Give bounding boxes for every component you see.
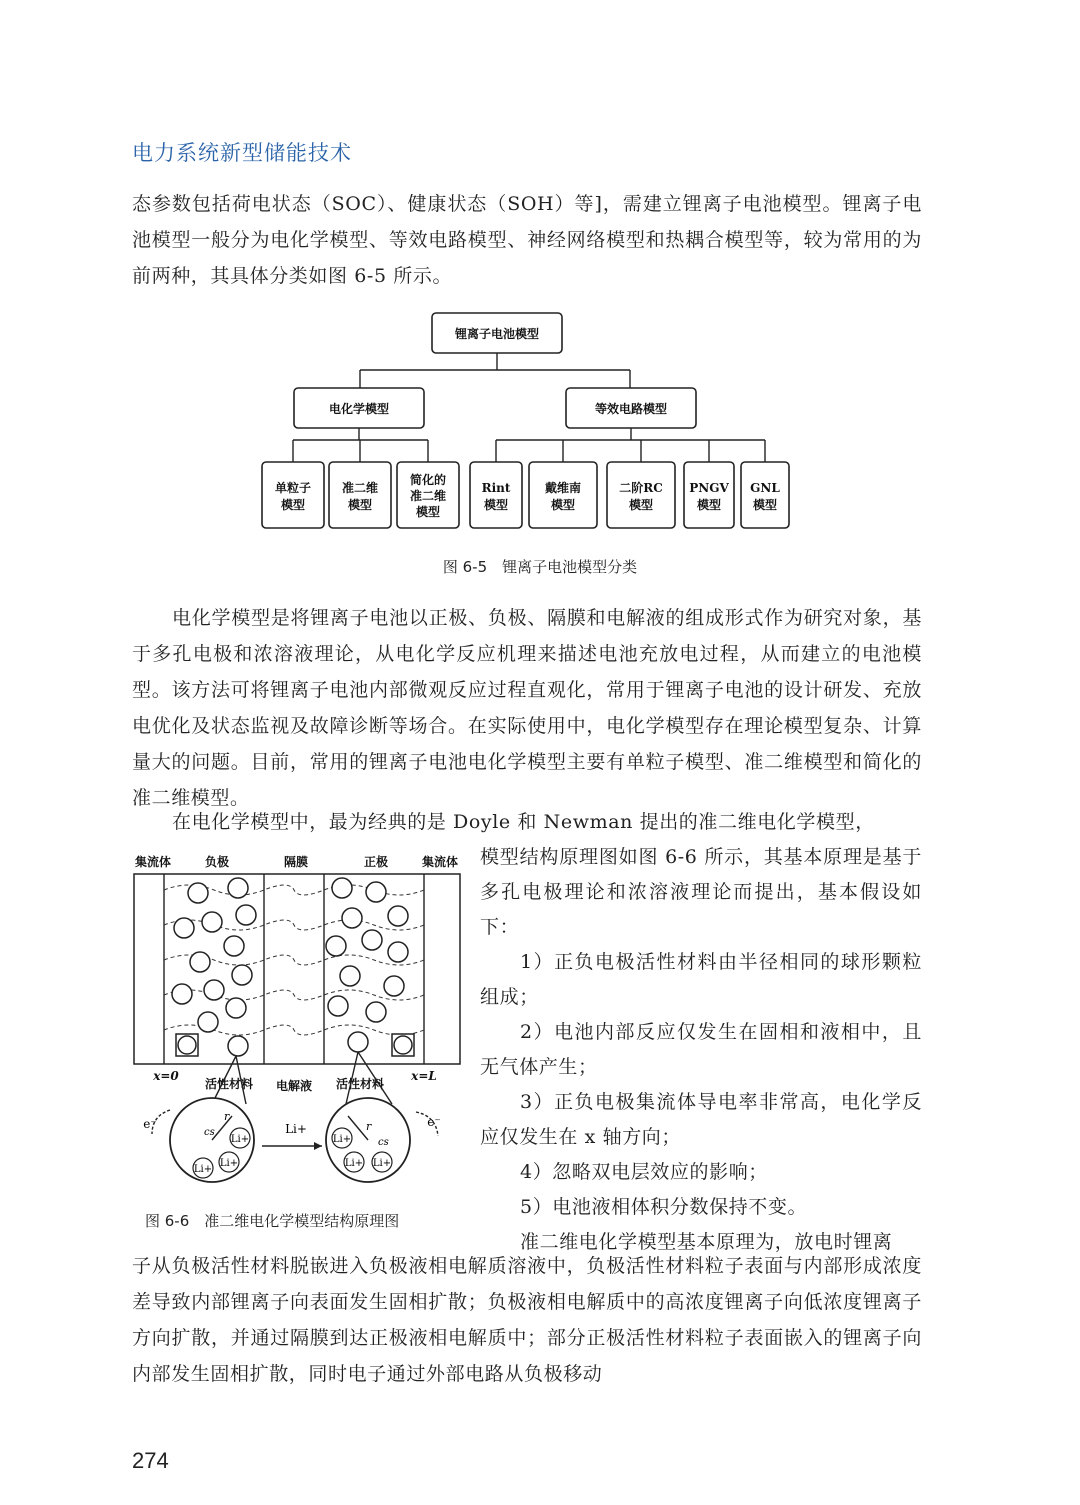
- label-electrolyte: 电解液: [275, 1079, 313, 1093]
- tree-leaf-p2d: [329, 462, 391, 528]
- svg-text:Li+: Li+: [344, 1158, 364, 1169]
- svg-text:戴维南: 戴维南: [544, 481, 582, 495]
- paragraph-p2d-principle: 子从负极活性材料脱嵌进入负极液相电解质溶液中，负极活性材料粒子表面与内部形成浓度差导致内部锂离子向表面发生固相扩散；负极液相电解质中的高浓度锂离子向低浓度锂离子方向扩散，并通过隔膜到达正极液相电解质中；部分正极活性材料粒子表面嵌入的锂离子向内部发生固相扩散，同时电子通过外部电路从负极移动: [132, 1255, 922, 1385]
- tree-leaf-simplified-p2d: [397, 462, 459, 528]
- label-electron-right: e⁻: [427, 1115, 441, 1129]
- svg-text:Rint: Rint: [481, 481, 511, 495]
- tree-node-electrochemical-label: 电化学模型: [328, 402, 390, 416]
- svg-text:Li+: Li+: [332, 1134, 352, 1145]
- svg-text:准二维: 准二维: [341, 481, 379, 495]
- svg-text:单粒子: 单粒子: [274, 481, 312, 495]
- assumption-5: 5）电池液相体积分数保持不变。: [520, 1196, 808, 1218]
- label-active-material-left: 活性材料: [204, 1077, 254, 1091]
- label-cathode: 正极: [363, 855, 389, 869]
- label-li-transfer: Li+: [285, 1122, 307, 1136]
- svg-text:GNL: GNL: [750, 481, 780, 495]
- label-current-collector-left: 集流体: [134, 855, 172, 869]
- svg-text:Li+: Li+: [193, 1164, 213, 1175]
- page-number: 274: [132, 1448, 169, 1473]
- principle-start: 准二维电化学模型基本原理为，放电时锂离: [520, 1231, 893, 1253]
- assumption-2: 2）电池内部反应仅发生在固相和液相中，且无气体产生；: [480, 1021, 922, 1078]
- label-separator: 隔膜: [283, 855, 309, 869]
- label-electron-left: e⁻: [143, 1117, 157, 1131]
- assumption-1: 1）正负电极活性材料由半径相同的球形颗粒组成；: [480, 951, 922, 1008]
- figure-6-6-schematic: [120, 845, 470, 1205]
- assumption-intro: 模型结构原理图如图 6-6 所示，其基本原理是基于多孔电极理论和浓溶液理论而提出，基本假设如下：: [480, 846, 922, 938]
- svg-text:模型: 模型: [550, 498, 576, 512]
- paragraph-electrochemical-model: 电化学模型是将锂离子电池以正极、负极、隔膜和电解液的组成形式作为研究对象，基于多孔电极和浓溶液理论，从电化学反应机理来描述电池充放电过程，从而建立的电池模型。该方法可将锂离子电池内部微观反应过程直观化，常用于锂离子电池的设计研发、充放电优化及状态监视及故障诊断等场合。在实际使用中，电化学模型存在理论模型复杂、计算量大的问题。目前，常用的锂离子电池电化学模型主要有单粒子模型、准二维模型和简化的准二维模型。: [132, 607, 922, 809]
- paragraph-intro: 态参数包括荷电状态（SOC）、健康状态（SOH）等]，需建立锂离子电池模型。锂离子电池模型一般分为电化学模型、等效电路模型、神经网络模型和热耦合模型等，较为常用的为前两种，其具体分类如图 6-5 所示。: [132, 193, 922, 287]
- svg-text:Li+: Li+: [219, 1158, 239, 1169]
- label-anode: 负极: [204, 855, 230, 869]
- assumption-3: 3）正负电极集流体导电率非常高，电化学反应仅发生在 x 轴方向；: [480, 1091, 922, 1148]
- svg-text:模型: 模型: [752, 498, 778, 512]
- label-current-collector-right: 集流体: [421, 855, 459, 869]
- svg-text:准二维: 准二维: [409, 489, 447, 503]
- tree-leaf-pngv: [684, 462, 734, 528]
- svg-text:cs: cs: [204, 1127, 215, 1138]
- svg-text:Li+: Li+: [372, 1158, 392, 1169]
- label-active-material-right: 活性材料: [335, 1077, 385, 1091]
- figure-6-5-caption: 图 6-5 锂离子电池模型分类: [442, 558, 638, 576]
- svg-text:模型: 模型: [483, 498, 509, 512]
- label-x0: x=0: [153, 1069, 179, 1083]
- tree-leaf-single-particle: [262, 462, 324, 528]
- svg-text:r: r: [224, 1110, 230, 1123]
- assumption-4: 4）忽略双电层效应的影响；: [520, 1161, 768, 1183]
- svg-text:r: r: [366, 1120, 372, 1133]
- svg-text:Li+: Li+: [230, 1134, 250, 1145]
- svg-text:二阶RC: 二阶RC: [619, 481, 663, 495]
- running-header: 电力系统新型储能技术: [132, 141, 352, 165]
- figure-6-6-caption: 图 6-6 准二维电化学模型结构原理图: [145, 1212, 400, 1230]
- paragraph-doyle-newman: 在电化学模型中，最为经典的是 Doyle 和 Newman 提出的准二维电化学模型，: [172, 811, 875, 833]
- svg-text:模型: 模型: [415, 505, 441, 519]
- figure-6-5-tree: [0, 300, 1080, 540]
- svg-text:简化的: 简化的: [409, 473, 447, 487]
- tree-leaf-thevenin: [529, 462, 597, 528]
- svg-text:模型: 模型: [347, 498, 373, 512]
- right-column-text: [480, 840, 922, 1260]
- label-xL: x=L: [411, 1069, 437, 1083]
- tree-root-label: 锂离子电池模型: [454, 327, 540, 341]
- svg-text:PNGV: PNGV: [689, 481, 729, 495]
- tree-leaf-second-order-rc: [607, 462, 675, 528]
- svg-text:cs: cs: [378, 1137, 389, 1148]
- tree-leaf-gnl: [741, 462, 789, 528]
- svg-text:模型: 模型: [628, 498, 654, 512]
- tree-node-equivalent-circuit-label: 等效电路模型: [594, 402, 668, 416]
- svg-text:模型: 模型: [696, 498, 722, 512]
- tree-leaf-rint: [470, 462, 522, 528]
- svg-text:模型: 模型: [280, 498, 306, 512]
